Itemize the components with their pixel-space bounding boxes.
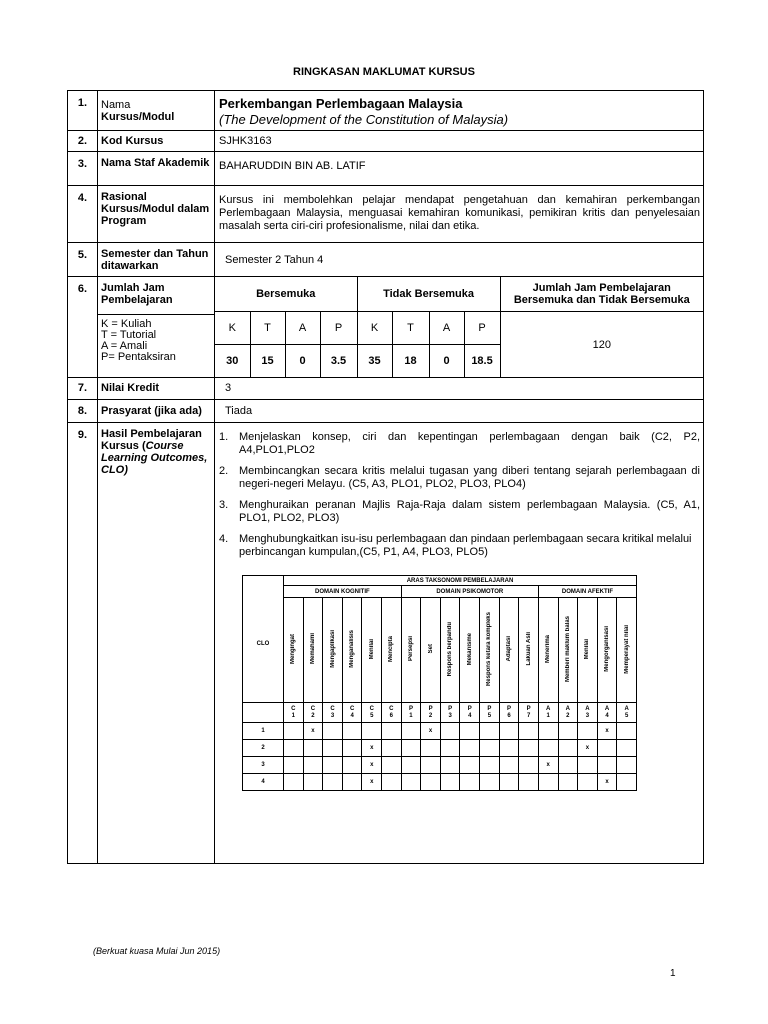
clo-mark bbox=[499, 740, 519, 757]
hours-legend bbox=[98, 315, 214, 363]
clo-mark bbox=[460, 740, 480, 757]
level-header bbox=[362, 598, 382, 703]
clo-mark bbox=[499, 723, 519, 740]
row-course-code bbox=[68, 131, 704, 152]
clo-mark: x bbox=[362, 774, 382, 791]
row-learning-outcomes bbox=[68, 423, 704, 864]
level-code: A 4 bbox=[597, 703, 617, 723]
level-header bbox=[421, 598, 441, 703]
clo-mark bbox=[342, 774, 362, 791]
level-label: Mencipta bbox=[388, 635, 395, 662]
hour-code: T bbox=[392, 312, 429, 345]
clo-mark: x bbox=[362, 740, 382, 757]
clo-number: 2 bbox=[243, 740, 284, 757]
clo-number: 4 bbox=[243, 774, 284, 791]
level-label: Menilai bbox=[584, 638, 591, 660]
level-header bbox=[519, 598, 539, 703]
outcome-number: 3. bbox=[219, 499, 229, 511]
semester-value: Semester 2 Tahun 4 bbox=[215, 243, 704, 277]
level-label: Menerima bbox=[545, 634, 552, 663]
hour-code: P bbox=[464, 312, 500, 345]
level-header bbox=[578, 598, 598, 703]
level-header bbox=[558, 598, 578, 703]
clo-mark: x bbox=[578, 740, 598, 757]
clo-mark bbox=[421, 757, 441, 774]
hour-code: K bbox=[215, 312, 250, 345]
clo-mark bbox=[440, 723, 460, 740]
level-label: Adaptasi bbox=[506, 636, 512, 662]
clo-mark bbox=[401, 740, 421, 757]
row-staff bbox=[68, 152, 704, 186]
clo-mark bbox=[519, 723, 539, 740]
level-header bbox=[617, 598, 637, 703]
legend-item: T = Tutorial bbox=[101, 329, 157, 341]
clo-mark bbox=[323, 740, 343, 757]
code-blank bbox=[243, 703, 284, 723]
hour-code: K bbox=[357, 312, 392, 345]
clo-mark bbox=[421, 774, 441, 791]
outcome-text: Menghubungkaitkan isu-isu perlembagaan dan pindaan perlembagaan secara kritikal melalui perbincangan kumpulan,(C5, P1, A4, PLO3, PLO5) bbox=[239, 533, 692, 558]
level-label: Menganalisis bbox=[349, 630, 356, 668]
hour-code: T bbox=[250, 312, 285, 345]
row-number: 1. bbox=[68, 91, 98, 131]
row-number: 7. bbox=[68, 378, 98, 400]
level-code: P 6 bbox=[499, 703, 519, 723]
level-code: C 1 bbox=[284, 703, 304, 723]
clo-mark bbox=[558, 757, 578, 774]
clo-mark bbox=[342, 757, 362, 774]
clo-mark bbox=[499, 757, 519, 774]
credit-value: 3 bbox=[215, 378, 704, 400]
hour-value: 35 bbox=[357, 345, 392, 378]
domain-header: DOMAIN PSIKOMOTOR bbox=[401, 586, 538, 598]
clo-mark bbox=[401, 723, 421, 740]
legend-item: A = Amali bbox=[101, 340, 148, 352]
clo-mark: x bbox=[597, 774, 617, 791]
course-name-en: (The Development of the Constitution of Malaysia) bbox=[219, 112, 509, 127]
clo-mark bbox=[617, 757, 637, 774]
level-code: P 7 bbox=[519, 703, 539, 723]
row-label: Nama Staf Akademik bbox=[98, 152, 215, 186]
row-label: Nilai Kredit bbox=[98, 378, 215, 400]
clo-mark bbox=[284, 774, 304, 791]
hour-value: 18.5 bbox=[464, 345, 500, 378]
clo-mark bbox=[382, 740, 402, 757]
hour-value: 0 bbox=[285, 345, 320, 378]
row-label: Kod Kursus bbox=[98, 131, 215, 152]
level-code: C 3 bbox=[323, 703, 343, 723]
clo-mark: x bbox=[362, 757, 382, 774]
level-header bbox=[303, 598, 323, 703]
row-label: Semester dan Tahun ditawarkan bbox=[98, 243, 215, 277]
row-number: 4. bbox=[68, 186, 98, 243]
level-label: Respons berpandu bbox=[447, 621, 454, 677]
level-label: Menilai bbox=[368, 638, 375, 660]
level-header bbox=[323, 598, 343, 703]
clo-number: 3 bbox=[243, 757, 284, 774]
document-title: RINGKASAN MAKLUMAT KURSUS bbox=[293, 66, 475, 78]
row-number: 2. bbox=[68, 131, 98, 152]
outcome-item bbox=[219, 499, 700, 525]
row-label bbox=[98, 91, 215, 131]
hour-value: 3.5 bbox=[320, 345, 357, 378]
prerequisite-value: Tiada bbox=[215, 400, 704, 423]
clo-mark bbox=[558, 740, 578, 757]
clo-mark: x bbox=[597, 723, 617, 740]
hour-code: P bbox=[320, 312, 357, 345]
taxonomy-header: ARAS TAKSONOMI PEMBELAJARAN bbox=[284, 576, 637, 586]
clo-mark bbox=[538, 723, 558, 740]
hour-value: 15 bbox=[250, 345, 285, 378]
clo-mark bbox=[480, 723, 500, 740]
clo-mark: x bbox=[421, 723, 441, 740]
outcomes-cell bbox=[215, 423, 704, 864]
level-label: Lakuan Asli bbox=[525, 632, 532, 666]
clo-mark bbox=[323, 774, 343, 791]
row-semester bbox=[68, 243, 704, 277]
outcome-number: 4. bbox=[219, 533, 229, 545]
level-label: Memperayat nilai bbox=[623, 624, 630, 674]
clo-mark bbox=[440, 774, 460, 791]
clo-mark bbox=[480, 774, 500, 791]
clo-mark bbox=[284, 723, 304, 740]
level-header bbox=[480, 598, 500, 703]
clo-mark bbox=[578, 774, 598, 791]
rationale-text: Kursus ini membolehkan pelajar mendapat pengetahuan dan kemahiran perkembangan Perlembagaan Malaysia, menguasai kemahiran komunikasi, pemikiran kritis dan penyelesaian masalah serta ciri-ciri profesionalisme, nilai dan etika. bbox=[215, 186, 704, 243]
clo-row bbox=[243, 740, 637, 757]
footer-note: (Berkuat kuasa Mulai Jun 2015) bbox=[93, 946, 221, 956]
row-label: Prasyarat (jika ada) bbox=[98, 400, 215, 423]
clo-mark bbox=[617, 723, 637, 740]
clo-mark bbox=[401, 774, 421, 791]
hour-code: A bbox=[285, 312, 320, 345]
hour-value: 0 bbox=[429, 345, 464, 378]
course-info-table bbox=[67, 90, 704, 864]
total-hours: 120 bbox=[500, 312, 703, 378]
level-code: A 2 bbox=[558, 703, 578, 723]
clo-mark bbox=[401, 757, 421, 774]
label-kursus-modul: Kursus/Modul bbox=[101, 111, 175, 123]
level-label: Set bbox=[427, 644, 434, 654]
row-number: 9. bbox=[68, 423, 98, 864]
clo-mark bbox=[460, 757, 480, 774]
clo-mark bbox=[303, 757, 323, 774]
level-code: C 2 bbox=[303, 703, 323, 723]
level-header bbox=[382, 598, 402, 703]
outcome-item bbox=[219, 533, 700, 559]
level-code: C 5 bbox=[362, 703, 382, 723]
level-code: P 2 bbox=[421, 703, 441, 723]
label-nama: Nama bbox=[101, 99, 131, 111]
row-learning-hours bbox=[68, 277, 704, 378]
staff-name: BAHARUDDIN BIN AB. LATIF bbox=[215, 152, 704, 186]
clo-mark bbox=[578, 723, 598, 740]
row-number: 3. bbox=[68, 152, 98, 186]
clo-mark bbox=[538, 740, 558, 757]
clo-label: CLO bbox=[243, 586, 284, 703]
header-jumlah-jam: Jumlah Jam Pembelajaran Bersemuka dan Tidak Bersemuka bbox=[500, 277, 703, 312]
level-code: P 1 bbox=[401, 703, 421, 723]
clo-mark bbox=[597, 757, 617, 774]
level-label: Persepsi bbox=[407, 636, 414, 662]
level-header bbox=[440, 598, 460, 703]
outcome-text: Menjelaskan konsep, ciri dan kepentingan perlembagaan dengan baik (C2, P2, A4,PLO1,PLO2 bbox=[239, 431, 700, 456]
level-label: Respons ketara kompleks bbox=[486, 611, 493, 687]
clo-mark bbox=[480, 757, 500, 774]
clo-mark bbox=[342, 740, 362, 757]
outcome-text: Membincangkan secara kritis melalui tugasan yang diberi tentang sejarah perlembagaan di negeri-negeri Melayu. (C5, A3, PLO1, PLO2, PLO3, PLO4) bbox=[239, 465, 700, 490]
clo-mark bbox=[382, 774, 402, 791]
level-code: A 1 bbox=[538, 703, 558, 723]
clo-mark bbox=[617, 740, 637, 757]
clo-mark bbox=[519, 757, 539, 774]
hours-label-cell bbox=[98, 277, 215, 378]
clo-mark bbox=[284, 740, 304, 757]
clo-mark bbox=[538, 774, 558, 791]
level-label: Mengaplikasi bbox=[329, 630, 336, 668]
clo-mark bbox=[578, 757, 598, 774]
clo-mark bbox=[421, 740, 441, 757]
level-header bbox=[401, 598, 421, 703]
clo-row bbox=[243, 757, 637, 774]
level-code: A 3 bbox=[578, 703, 598, 723]
outcome-item bbox=[219, 465, 700, 491]
clo-mark bbox=[342, 723, 362, 740]
level-code: P 3 bbox=[440, 703, 460, 723]
clo-taxonomy-table bbox=[242, 575, 637, 791]
outcome-number: 2. bbox=[219, 465, 229, 477]
hour-value: 18 bbox=[392, 345, 429, 378]
row-credit bbox=[68, 378, 704, 400]
clo-mark bbox=[617, 774, 637, 791]
clo-mark bbox=[323, 757, 343, 774]
clo-mark bbox=[519, 740, 539, 757]
level-header bbox=[284, 598, 304, 703]
hour-value: 30 bbox=[215, 345, 250, 378]
row-label: Rasional Kursus/Modul dalam Program bbox=[98, 186, 215, 243]
clo-mark bbox=[597, 740, 617, 757]
row-number: 6. bbox=[68, 277, 98, 378]
header-bersemuka: Bersemuka bbox=[215, 277, 357, 312]
level-header bbox=[460, 598, 480, 703]
page-number: 1 bbox=[670, 968, 676, 979]
label-part-a: Hasil Pembelajaran Kursus ( bbox=[101, 428, 202, 452]
domain-header: DOMAIN KOGNITIF bbox=[284, 586, 402, 598]
row-course-name bbox=[68, 91, 704, 131]
level-code: C 6 bbox=[382, 703, 402, 723]
clo-mark bbox=[440, 740, 460, 757]
row-label: Jumlah Jam Pembelajaran bbox=[98, 277, 214, 315]
clo-mark bbox=[362, 723, 382, 740]
clo-mark bbox=[303, 774, 323, 791]
course-code: SJHK3163 bbox=[215, 131, 704, 152]
level-label: Memberi maklum balas bbox=[564, 615, 571, 683]
row-number: 8. bbox=[68, 400, 98, 423]
hour-code: A bbox=[429, 312, 464, 345]
row-prerequisite bbox=[68, 400, 704, 423]
clo-mark bbox=[303, 740, 323, 757]
domain-header: DOMAIN AFEKTIF bbox=[538, 586, 636, 598]
clo-mark bbox=[382, 723, 402, 740]
clo-mark: x bbox=[538, 757, 558, 774]
clo-corner bbox=[243, 576, 284, 586]
level-code: A 5 bbox=[617, 703, 637, 723]
level-code: P 5 bbox=[480, 703, 500, 723]
clo-mark bbox=[519, 774, 539, 791]
row-number: 5. bbox=[68, 243, 98, 277]
clo-mark bbox=[460, 723, 480, 740]
course-name-cell bbox=[215, 91, 704, 131]
clo-mark bbox=[440, 757, 460, 774]
row-rationale bbox=[68, 186, 704, 243]
clo-number: 1 bbox=[243, 723, 284, 740]
level-header bbox=[342, 598, 362, 703]
level-label: Mengorganisasi bbox=[604, 626, 611, 672]
level-label: Mengingat bbox=[290, 634, 297, 664]
level-header bbox=[499, 598, 519, 703]
clo-mark bbox=[382, 757, 402, 774]
clo-row bbox=[243, 774, 637, 791]
clo-mark bbox=[558, 723, 578, 740]
course-name-ms: Perkembangan Perlembagaan Malaysia bbox=[219, 96, 463, 111]
level-label: Mekanisme bbox=[466, 632, 473, 666]
level-code: P 4 bbox=[460, 703, 480, 723]
header-tidak-bersemuka: Tidak Bersemuka bbox=[357, 277, 500, 312]
clo-mark bbox=[499, 774, 519, 791]
outcome-text: Menghuraikan peranan Majlis Raja-Raja dalam sistem perlembagaan Malaysia. (C5, A1, PLO1, PLO2, PLO3) bbox=[239, 499, 700, 524]
outcomes-list bbox=[219, 431, 700, 559]
clo-mark bbox=[558, 774, 578, 791]
hours-table-cell bbox=[215, 277, 704, 378]
clo-row bbox=[243, 723, 637, 740]
clo-mark bbox=[284, 757, 304, 774]
row-label bbox=[98, 423, 215, 864]
level-code: C 4 bbox=[342, 703, 362, 723]
clo-mark bbox=[480, 740, 500, 757]
outcome-item bbox=[219, 431, 700, 457]
outcome-number: 1. bbox=[219, 431, 229, 443]
clo-mark: x bbox=[303, 723, 323, 740]
level-header bbox=[538, 598, 558, 703]
clo-mark bbox=[460, 774, 480, 791]
legend-item: K = Kuliah bbox=[101, 318, 152, 330]
legend-item: P= Pentaksiran bbox=[101, 351, 176, 363]
label-part-b: Course Learning Outcomes, CLO) bbox=[101, 440, 208, 476]
hours-table bbox=[215, 277, 703, 377]
clo-mark bbox=[323, 723, 343, 740]
level-header bbox=[597, 598, 617, 703]
level-label: Memahami bbox=[309, 633, 316, 665]
